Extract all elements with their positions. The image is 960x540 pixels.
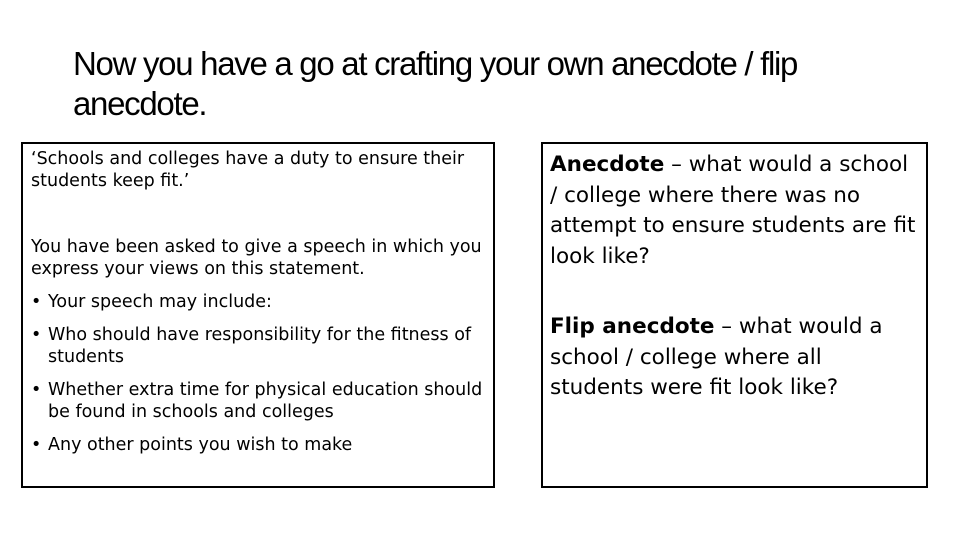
bullet-text: Whether extra time for physical education should be found in schools and colleges bbox=[48, 380, 483, 422]
bullet-item bbox=[31, 324, 485, 368]
bullet-text: Who should have responsibility for the fitness of students bbox=[48, 325, 472, 367]
bullet-text: Any other points you wish to make bbox=[48, 435, 353, 455]
task-instruction: You have been asked to give a speech in which you express your views on this statement. bbox=[31, 237, 482, 279]
task-prompt-box bbox=[21, 142, 495, 488]
slide-title: Now you have a go at crafting your own anecdote / flip anecdote. bbox=[73, 45, 798, 122]
anecdote-section bbox=[550, 150, 918, 272]
prompt-statement: ‘Schools and colleges have a duty to ensure their students keep fit.’ bbox=[31, 149, 465, 191]
flip-anecdote-section bbox=[550, 312, 918, 404]
anecdote-term: Anecdote bbox=[550, 152, 665, 177]
anecdote-box bbox=[541, 142, 928, 488]
bullet-item bbox=[31, 379, 485, 423]
bullet-marker: • bbox=[31, 380, 42, 400]
bullet-marker: • bbox=[31, 435, 42, 455]
bullet-marker: • bbox=[31, 292, 42, 312]
bullet-item bbox=[31, 434, 485, 456]
flip-anecdote-question: – what would a school / college where all students were fit look like? bbox=[550, 314, 883, 400]
bullet-text: Your speech may include: bbox=[48, 292, 272, 312]
bullet-marker: • bbox=[31, 325, 42, 345]
bullet-item bbox=[31, 291, 485, 313]
anecdote-question: – what would a school / college where there was no attempt to ensure students are fit look like? bbox=[550, 152, 916, 269]
bullet-list bbox=[31, 291, 485, 456]
flip-anecdote-term: Flip anecdote bbox=[550, 314, 715, 339]
